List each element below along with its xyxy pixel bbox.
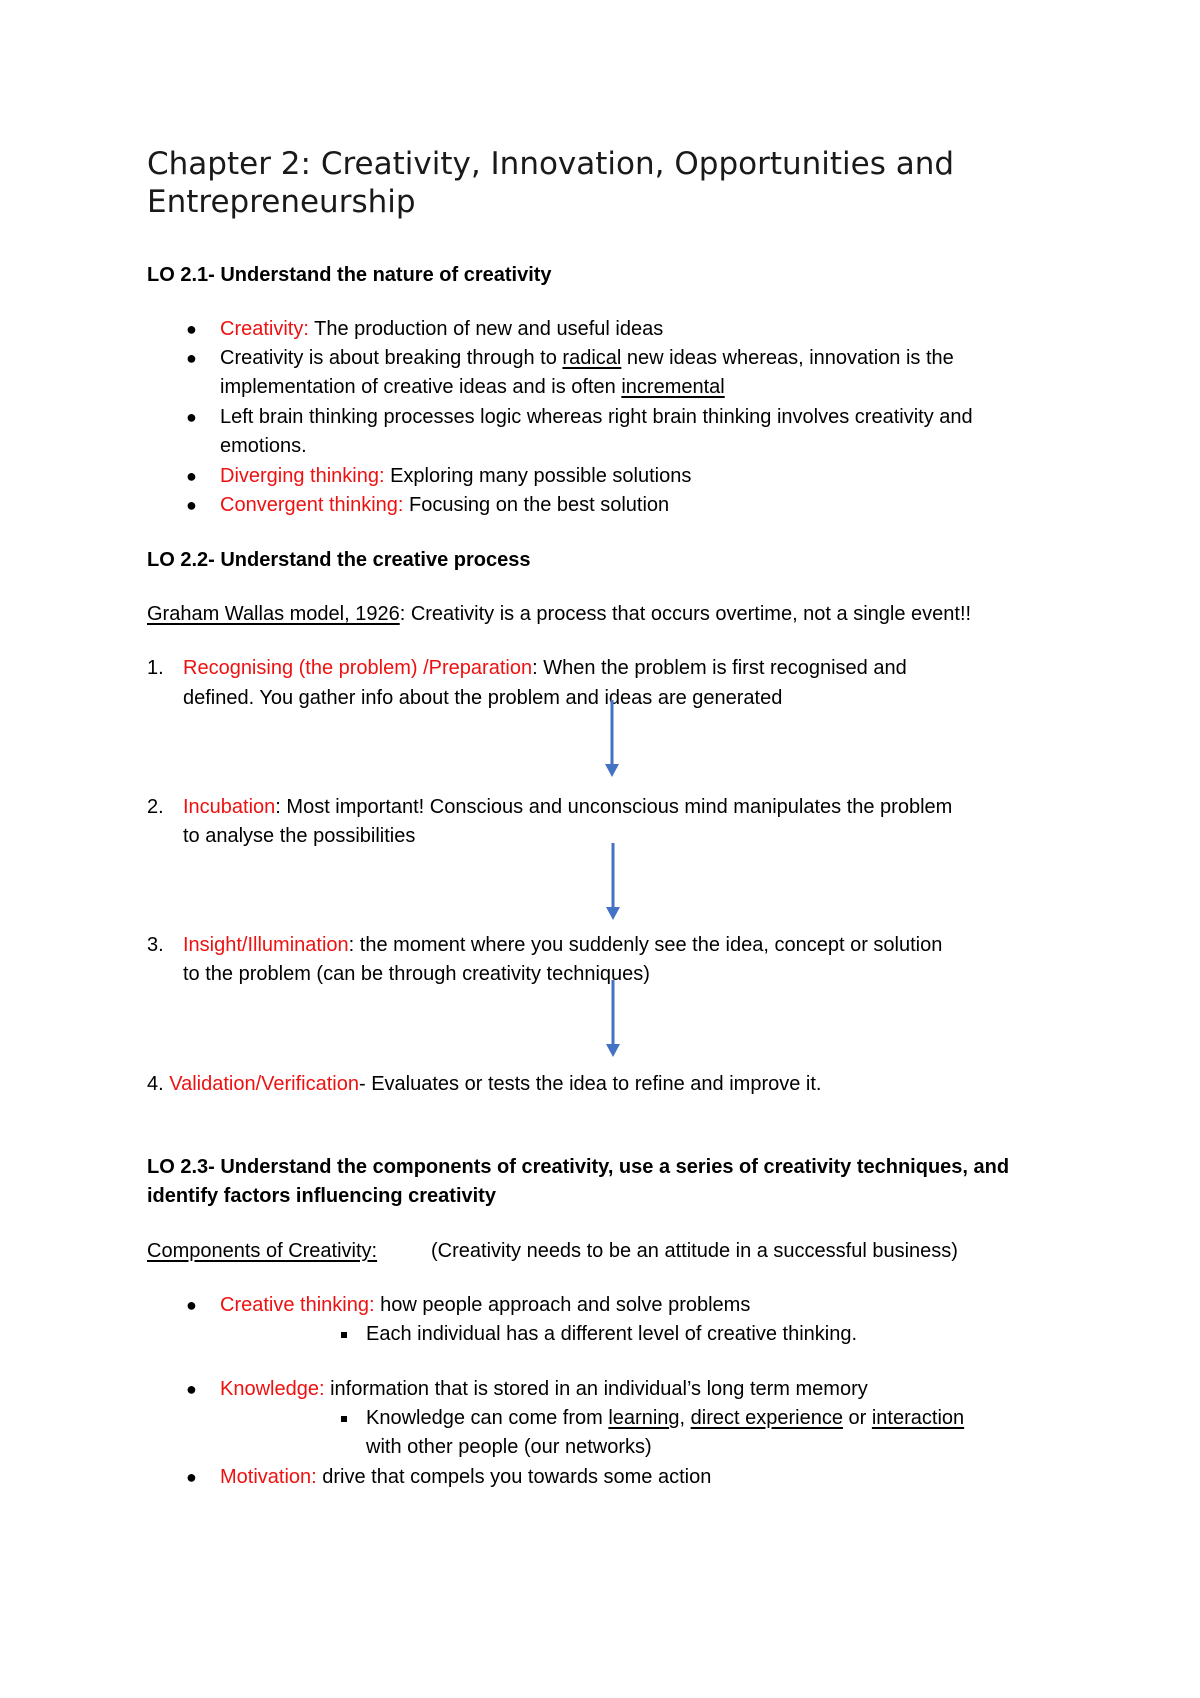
term-motivation: Motivation: [220,1466,317,1488]
wallas-model-text: : Creativity is a process that occurs overtime, not a single event!! [399,603,972,625]
underlined-interaction: interaction [871,1407,965,1429]
step-3-number: 3. [147,934,164,956]
chapter-title-line-2: Entrepreneurship [147,184,416,220]
bullet-icon: ● [186,319,197,339]
definition-text: drive that compels you towards some action [316,1466,712,1488]
component-motivation [220,1463,711,1492]
wallas-model-line [147,600,971,629]
text-run: or [842,1407,872,1429]
components-label [147,1237,377,1266]
step-4 [147,1070,821,1099]
component-creative-thinking-sub: Each individual has a different level of creative thinking. [366,1323,858,1345]
term-creativity: Creativity: [220,318,309,340]
text-run: , [679,1407,691,1429]
step-1 [183,654,907,683]
definition-text: how people approach and solve problems [374,1294,751,1316]
bullet-icon: ● [186,1379,197,1399]
component-knowledge [220,1375,868,1404]
step-1-term: Recognising (the problem) /Preparation [183,657,533,679]
step-1-number: 1. [147,657,164,679]
step-2-term: Incubation [183,796,276,818]
components-title: Components of Creativity: [147,1240,378,1262]
underlined-radical: radical [562,347,622,369]
underlined-learning: learning [608,1407,680,1429]
definition-text: Focusing on the best solution [403,494,670,516]
bullet-icon: ● [186,1467,197,1487]
lo23-heading-line-1: LO 2.3- Understand the components of creativity, use a series of creativity techniques, and [147,1156,1010,1178]
step-2-number: 2. [147,796,164,818]
term-convergent: Convergent thinking: [220,494,404,516]
step-3 [183,931,942,960]
step-1-text: : When the problem is first recognised and [532,657,907,679]
bullet-icon: ● [186,466,197,486]
step-2 [183,793,952,822]
text-run: implementation of creative ideas and is often [220,376,622,398]
definition-text: Exploring many possible solutions [384,465,692,487]
square-bullet-icon [341,1332,347,1338]
definition-text: The production of new and useful ideas [308,318,664,340]
square-bullet-icon [341,1416,347,1422]
step-2-line-2: to analyse the possibilities [183,825,416,847]
term-knowledge: Knowledge: [220,1378,325,1400]
bullet-icon: ● [186,348,197,368]
wallas-model-label: Graham Wallas model, 1926 [147,603,400,625]
step-3-text: : the moment where you suddenly see the idea, concept or solution [348,934,943,956]
text-run: Knowledge can come from [366,1407,609,1429]
definition-text: information that is stored in an individual’s long term memory [324,1378,868,1400]
lo23-heading-line-2: identify factors influencing creativity [147,1185,496,1207]
lo21-bullet-3: Left brain thinking processes logic whereas right brain thinking involves creativity and [220,406,973,428]
component-creative-thinking [220,1291,750,1320]
step-4-text: - Evaluates or tests the idea to refine and improve it. [359,1073,822,1095]
arrow-down-icon [601,980,625,1060]
lo21-heading: LO 2.1- Understand the nature of creativity [147,264,552,286]
step-4-term: Validation/Verification [169,1073,359,1095]
bullet-icon: ● [186,1295,197,1315]
bullet-icon: ● [186,495,197,515]
chapter-title-line-1: Chapter 2: Creativity, Innovation, Opportunities and [147,146,955,182]
component-knowledge-sub [366,1404,964,1433]
text-run: Creativity is about breaking through to [220,347,563,369]
text-run: new ideas whereas, innovation is the [621,347,954,369]
lo22-heading: LO 2.2- Understand the creative process [147,549,531,571]
lo21-bullet-2-line-2 [220,373,725,402]
lo21-bullet-4 [220,462,691,491]
lo21-bullet-1 [220,315,663,344]
underlined-direct-experience: direct experience [690,1407,843,1429]
term-creative-thinking: Creative thinking: [220,1294,375,1316]
bullet-icon: ● [186,407,197,427]
underlined-incremental: incremental [621,376,725,398]
arrow-down-icon [601,843,625,923]
lo21-bullet-3-line-2: emotions. [220,435,307,457]
step-3-line-2: to the problem (can be through creativity techniques) [183,963,650,985]
step-4-number: 4. [147,1073,170,1095]
lo21-bullet-5 [220,491,669,520]
step-1-line-2: defined. You gather info about the problem and ideas are generated [183,687,783,709]
arrow-down-icon [600,700,624,780]
term-diverging: Diverging thinking: [220,465,385,487]
lo21-bullet-2 [220,344,954,373]
step-2-text: : Most important! Conscious and unconscious mind manipulates the problem [275,796,953,818]
components-note: (Creativity needs to be an attitude in a successful business) [431,1240,958,1262]
step-3-term: Insight/Illumination [183,934,349,956]
component-knowledge-sub-line-2: with other people (our networks) [366,1436,652,1458]
